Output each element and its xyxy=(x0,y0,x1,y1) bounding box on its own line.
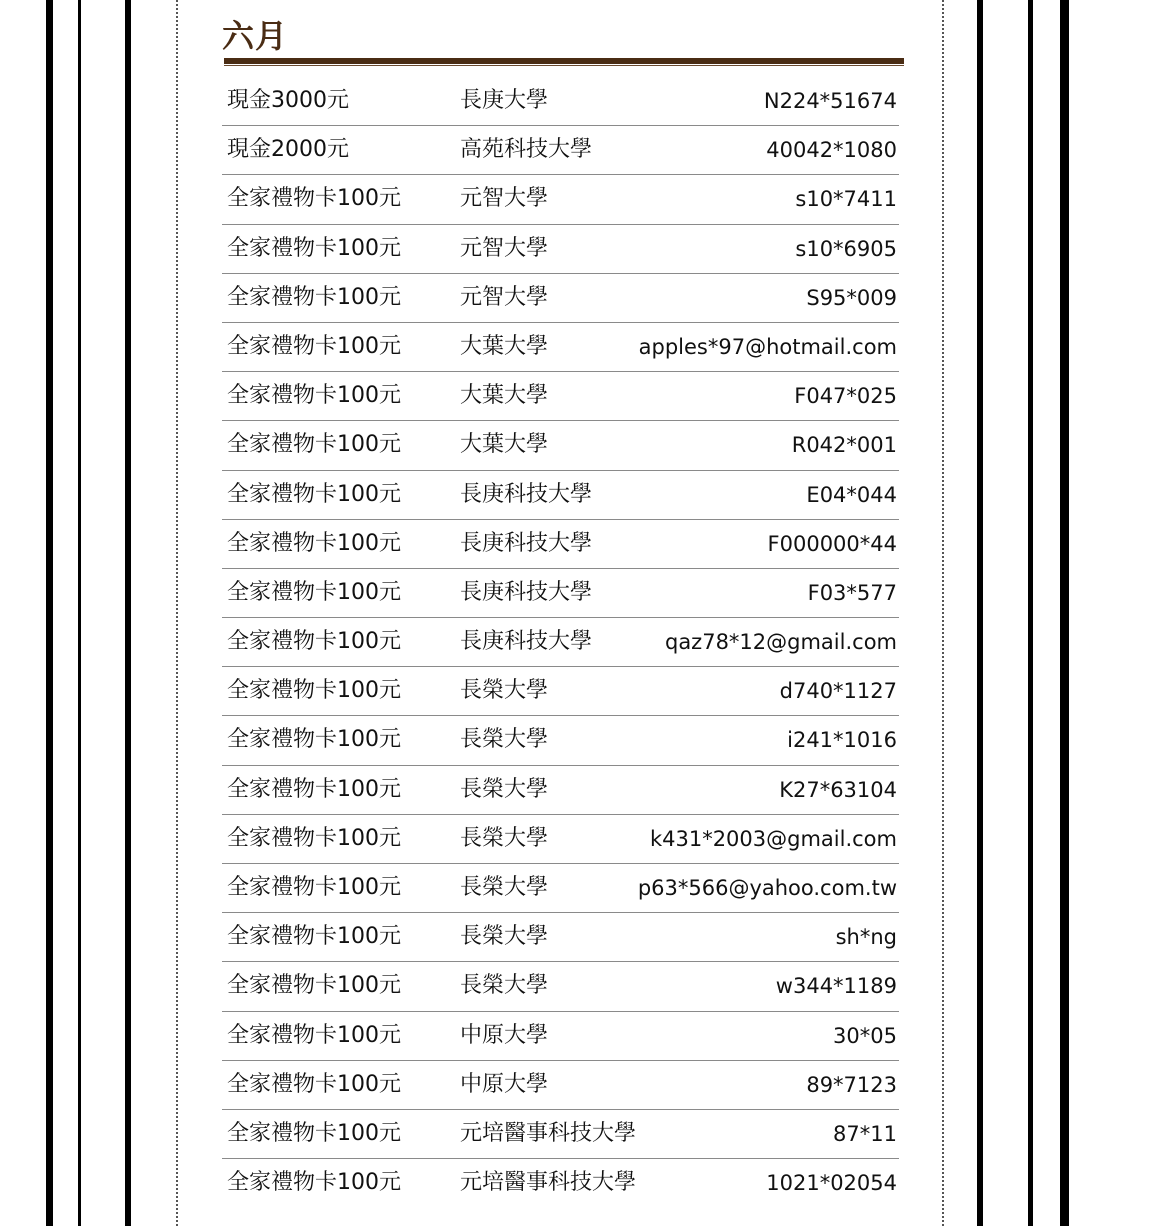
frame-dotted-right xyxy=(942,0,944,1226)
school-cell: 長庚大學 xyxy=(460,88,549,113)
prize-cell: 全家禮物卡100元 xyxy=(227,432,401,458)
school-cell: 高苑科技大學 xyxy=(460,137,593,163)
account-cell: s10*7411 xyxy=(795,187,897,212)
prize-cell: 現金2000元 xyxy=(227,137,349,163)
prize-cell: 全家禮物卡100元 xyxy=(227,235,401,261)
school-cell: 長榮大學 xyxy=(460,875,549,900)
table-row xyxy=(222,274,899,323)
table-row xyxy=(222,225,899,274)
account-cell: E04*044 xyxy=(806,482,897,507)
account-cell: apples*97@hotmail.com xyxy=(638,334,897,359)
account-cell: w344*1189 xyxy=(775,974,897,999)
frame-line-right-outer xyxy=(1060,0,1069,1226)
table-row xyxy=(222,126,899,175)
prize-cell: 全家禮物卡100元 xyxy=(227,579,401,605)
school-cell: 中原大學 xyxy=(460,1022,549,1048)
school-cell: 大葉大學 xyxy=(460,383,549,409)
school-cell: 中原大學 xyxy=(460,1071,549,1097)
table-row xyxy=(222,1159,899,1208)
table-row xyxy=(222,913,899,962)
prize-cell: 全家禮物卡100元 xyxy=(227,973,401,999)
month-heading: 六月 xyxy=(222,17,289,55)
frame-dotted-left xyxy=(176,0,178,1226)
account-cell: sh*ng xyxy=(835,925,897,950)
school-cell: 長榮大學 xyxy=(460,727,549,753)
prize-cell: 全家禮物卡100元 xyxy=(227,383,401,409)
account-cell: 30*05 xyxy=(833,1023,897,1048)
school-cell: 長庚科技大學 xyxy=(460,579,593,605)
school-cell: 長榮大學 xyxy=(460,678,549,704)
table-row xyxy=(222,1061,899,1110)
account-cell: p63*566@yahoo.com.tw xyxy=(637,876,897,900)
prize-cell: 全家禮物卡100元 xyxy=(227,186,401,212)
account-cell: s10*6905 xyxy=(795,236,897,261)
account-cell: qaz78*12@gmail.com xyxy=(664,630,897,655)
prize-cell: 全家禮物卡100元 xyxy=(227,776,401,802)
frame-line-left-middle xyxy=(78,0,81,1226)
school-cell: 元智大學 xyxy=(460,284,549,310)
prize-cell: 現金3000元 xyxy=(227,88,349,113)
account-cell: F03*577 xyxy=(807,580,897,605)
table-row xyxy=(222,421,899,470)
winner-table xyxy=(222,77,899,1208)
frame-line-left-inner xyxy=(125,0,131,1226)
prize-cell: 全家禮物卡100元 xyxy=(227,1170,401,1196)
prize-cell: 全家禮物卡100元 xyxy=(227,284,401,310)
table-row xyxy=(222,1012,899,1061)
school-cell: 長榮大學 xyxy=(460,825,549,851)
school-cell: 長榮大學 xyxy=(460,924,549,950)
frame-line-left-outer xyxy=(46,0,53,1226)
account-cell: F047*025 xyxy=(794,384,897,409)
school-cell: 元智大學 xyxy=(460,235,549,261)
school-cell: 長榮大學 xyxy=(460,973,549,999)
account-cell: K27*63104 xyxy=(779,777,897,802)
table-row xyxy=(222,815,899,864)
account-cell: R042*001 xyxy=(791,433,897,458)
prize-cell: 全家禮物卡100元 xyxy=(227,530,401,556)
account-cell: i241*1016 xyxy=(787,728,897,753)
prize-cell: 全家禮物卡100元 xyxy=(227,924,401,950)
table-row xyxy=(222,766,899,815)
prize-cell: 全家禮物卡100元 xyxy=(227,727,401,753)
table-row xyxy=(222,372,899,421)
school-cell: 長庚科技大學 xyxy=(460,530,593,556)
school-cell: 長庚科技大學 xyxy=(460,481,593,507)
frame-line-right-middle xyxy=(1028,0,1033,1226)
table-row xyxy=(222,175,899,224)
prize-cell: 全家禮物卡100元 xyxy=(227,1071,401,1097)
school-cell: 大葉大學 xyxy=(460,333,549,359)
table-row xyxy=(222,864,899,913)
account-cell: 40042*1080 xyxy=(766,138,897,163)
school-cell: 元培醫事科技大學 xyxy=(460,1170,637,1196)
prize-cell: 全家禮物卡100元 xyxy=(227,825,401,851)
account-cell: 1021*02054 xyxy=(766,1171,897,1196)
table-row xyxy=(222,471,899,520)
table-row xyxy=(222,1110,899,1159)
prize-cell: 全家禮物卡100元 xyxy=(227,678,401,704)
account-cell: 87*11 xyxy=(833,1121,897,1146)
heading-divider xyxy=(224,58,904,64)
school-cell: 元培醫事科技大學 xyxy=(460,1120,637,1146)
table-row xyxy=(222,962,899,1011)
account-cell: F000000*44 xyxy=(767,531,897,556)
prize-cell: 全家禮物卡100元 xyxy=(227,1022,401,1048)
prize-cell: 全家禮物卡100元 xyxy=(227,875,401,900)
account-cell: d740*1127 xyxy=(779,679,897,704)
prize-cell: 全家禮物卡100元 xyxy=(227,1120,401,1146)
frame-line-right-inner xyxy=(977,0,983,1226)
table-row xyxy=(222,569,899,618)
table-row xyxy=(222,77,899,126)
table-row xyxy=(222,667,899,716)
account-cell: N224*51674 xyxy=(763,89,897,113)
table-row xyxy=(222,520,899,569)
school-cell: 大葉大學 xyxy=(460,432,549,458)
school-cell: 長榮大學 xyxy=(460,776,549,802)
account-cell: k431*2003@gmail.com xyxy=(649,826,897,851)
prize-cell: 全家禮物卡100元 xyxy=(227,333,401,359)
table-row xyxy=(222,716,899,765)
table-row xyxy=(222,618,899,667)
prize-cell: 全家禮物卡100元 xyxy=(227,481,401,507)
table-row xyxy=(222,323,899,372)
account-cell: S95*009 xyxy=(806,285,897,310)
heading-divider-thin xyxy=(224,65,904,66)
account-cell: 89*7123 xyxy=(806,1072,897,1097)
prize-cell: 全家禮物卡100元 xyxy=(227,629,401,655)
school-cell: 元智大學 xyxy=(460,186,549,212)
school-cell: 長庚科技大學 xyxy=(460,629,593,655)
